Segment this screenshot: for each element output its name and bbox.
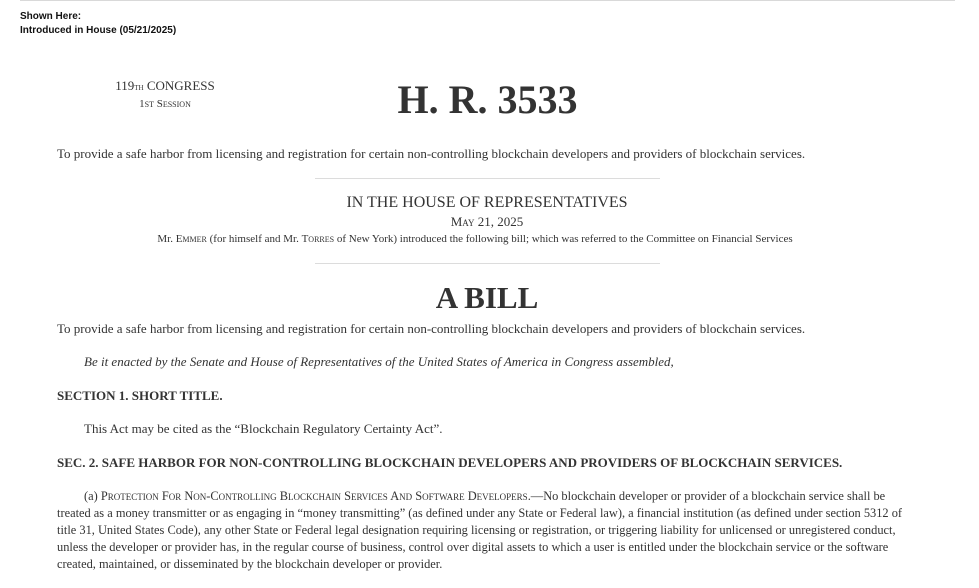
bill-number: H. R. 3533 [397,77,578,122]
short-purpose: To provide a safe harbor from licensing and registration for certain non-controlling blockchain developers and providers of blockchain services. [57,146,806,161]
congress-session [100,78,230,112]
sponsor-name: Emmer [175,233,207,245]
divider [315,263,660,264]
divider [315,178,660,179]
long-purpose: To provide a safe harbor from licensing and registration for certain non-controlling blockchain developers and providers of blockchain services. [57,321,806,336]
introduction-date: May 21, 2025 [450,214,524,229]
section-1-text: This Act may be cited as the “Blockchain Regulatory Certainty Act”. [84,421,443,436]
shown-here-label: Shown Here: [20,11,82,22]
enacting-clause: Be it enacted by the Senate and House of Representatives of the United States of America in Congress assembled, [84,354,674,369]
version-label: Introduced in House (05/21/2025) [20,25,177,36]
congress-label: 119th CONGRESS [115,78,215,93]
section-2-heading: SEC. 2. SAFE HARBOR FOR NON-CONTROLLING BLOCKCHAIN DEVELOPERS AND PROVIDERS OF BLOCKCHAIN SERVICES. [57,455,843,470]
subsection-a-title: Protection For Non-Controlling Blockchain Services And Software Developers. [100,489,531,503]
version-info [20,10,176,38]
introduction-statement: Mr. Emmer (for himself and Mr. Torres of New York) introduced the following bill; which was referred to the Committee on Financial Services [157,233,793,245]
cosponsor-name: Torres [301,233,335,245]
section-1-heading: SECTION 1. SHORT TITLE. [57,388,223,403]
top-divider [20,0,955,1]
chamber-heading: IN THE HOUSE OF REPRESENTATIVES [346,194,628,211]
section-2-subsection-a: (a) Protection For Non-Controlling Blockchain Services And Software Developers.—No blockchain developer or provider of a blockchain service shall be treated as a money transmitter or as engaging in “money transmitting” (as defined under any State or Federal law), a financial institution (as defined under section 5312 of title 31, United States Code), any other State or Federal legal designation requiring licensing or registration, or triggering liability for unlicensed or unregistered conduct, unless the developer or provider has, in the regular course of business, control over digital assets to which a user is entitled under the blockchain service or the software created, maintained, or disseminated by the blockchain developer or provider. [57,489,903,571]
session-label: 1st Session [139,98,191,110]
bill-heading: A BILL [435,280,539,315]
